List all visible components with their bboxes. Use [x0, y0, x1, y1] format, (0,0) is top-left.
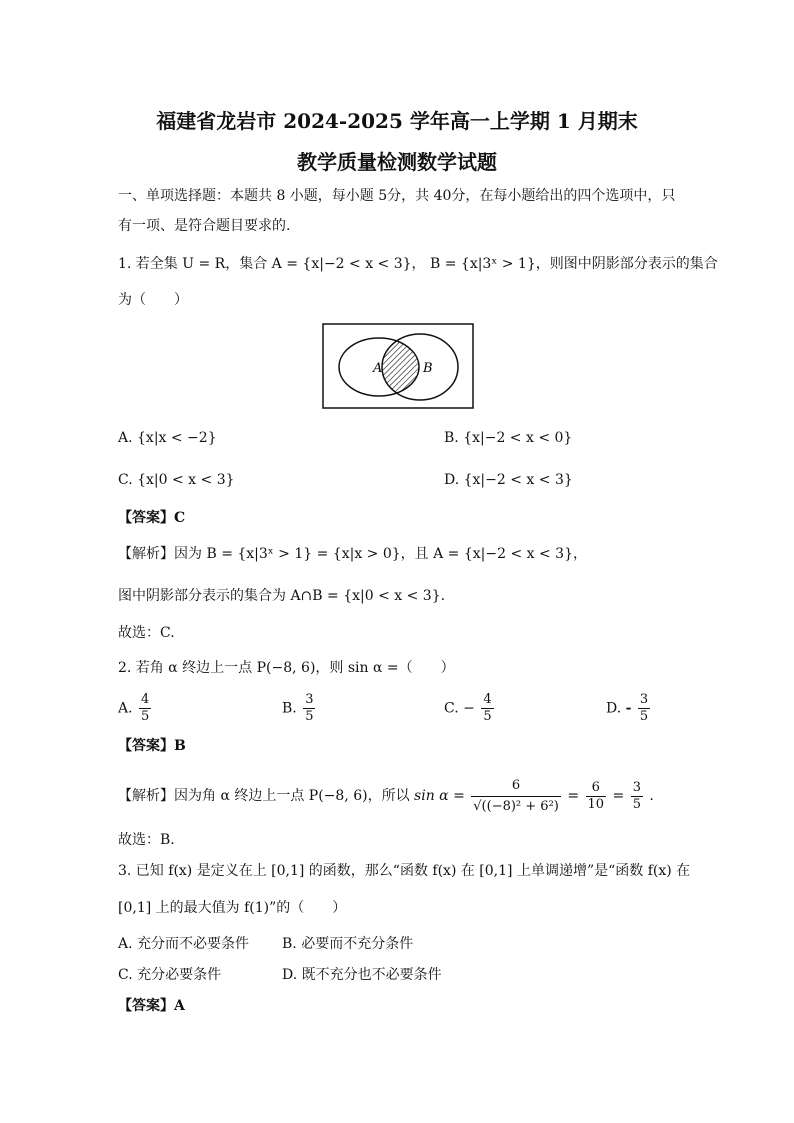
q2-option-d-fraction [638, 692, 650, 725]
q2-option-c-denominator: 5 [483, 709, 492, 724]
q1-option-d: D. {x|−2 < x < 3} [444, 472, 573, 488]
q2-option-b [282, 692, 317, 725]
q2-option-c-fraction [481, 692, 493, 725]
q1-option-c: C. {x|0 < x < 3} [118, 472, 235, 488]
q2-analysis-numerator-3: 3 [632, 779, 641, 795]
q2-option-c [444, 692, 496, 725]
q1-option-a: A. {x|x < −2} [118, 430, 217, 446]
q2-analysis-fraction-3 [631, 780, 643, 813]
document-title-line1: 福建省龙岩市 2024-2025 学年高一上学期 1 月期末 [156, 109, 638, 133]
q3-answer: 【答案】A [118, 998, 185, 1014]
q2-option-b-denominator: 5 [305, 709, 314, 724]
venn-label-a: A [373, 361, 383, 376]
document-title-line2: 教学质量检测数学试题 [297, 150, 497, 174]
q2-analysis-denominator-3: 5 [632, 796, 641, 812]
q2-analysis-equals-2: = [612, 788, 625, 804]
q1-stem-line2: 为（ ） [118, 292, 188, 308]
q2-option-a-fraction [139, 692, 151, 725]
q2-analysis-fraction-main [471, 776, 561, 817]
q2-analysis [118, 772, 654, 820]
q2-option-c-numerator: 4 [483, 692, 492, 707]
section-heading-line1: 一、单项选择题：本题共 8 小题，每小题 5分，共 40分，在每小题给出的四个选项中，只 [118, 188, 676, 204]
q1-analysis-line2: 图中阴影部分表示的集合为 A∩B = {x|0 < x < 3}. [118, 588, 446, 604]
q1-option-b: B. {x|−2 < x < 0} [444, 430, 573, 446]
q1-conclusion: 故选：C. [118, 625, 175, 641]
q2-analysis-equals-1: = [567, 788, 580, 804]
q2-option-a-denominator: 5 [141, 709, 150, 724]
q2-analysis-denominator: √((−8)² + 6²) [473, 798, 559, 814]
q2-option-d-sign: - [625, 700, 632, 717]
q2-analysis-sin: sin α = [414, 788, 465, 804]
q2-answer: 【答案】B [118, 738, 186, 754]
venn-diagram [322, 323, 474, 409]
q2-option-a-label: A. [118, 700, 133, 717]
q2-option-d-label: D. [606, 700, 622, 717]
q2-option-a-numerator: 4 [141, 692, 150, 707]
q2-analysis-numerator: 6 [471, 776, 561, 797]
q2-analysis-denominator-2: 10 [587, 796, 605, 812]
q2-option-b-label: B. [282, 700, 297, 717]
q2-analysis-fraction-2 [586, 780, 607, 813]
q2-analysis-numerator-2: 6 [586, 780, 607, 797]
q3-stem-line2: [0,1] 上的最大值为 f(1)”的（ ） [118, 900, 347, 916]
q2-option-b-numerator: 3 [305, 692, 314, 707]
q2-stem: 2. 若角 α 终边上一点 P(−8, 6)，则 sin α =（ ） [118, 660, 455, 676]
q1-analysis-line1: 【解析】因为 B = {x|3ˣ > 1} = {x|x > 0}，且 A = {x|−2 < x < 3}， [118, 546, 587, 562]
q2-option-c-sign: − [463, 700, 475, 717]
q2-option-a [118, 692, 153, 725]
q2-option-d [606, 692, 652, 725]
q2-option-c-label: C. [444, 700, 459, 717]
q3-stem-line1: 3. 已知 f(x) 是定义在上 [0,1] 的函数，那么“函数 f(x) 在 [0,1] 上单调递增”是“函数 f(x) 在 [118, 863, 691, 879]
section-heading-line2: 有一项、是符合题目要求的. [118, 218, 291, 234]
venn-label-b: B [423, 361, 433, 376]
q3-option-b: B. 必要而不充分条件 [282, 936, 414, 952]
q2-conclusion: 故选：B. [118, 832, 175, 848]
q1-stem-line1: 1. 若全集 U = R，集合 A = {x|−2 < x < 3}， B = {x|3ˣ > 1}，则图中阴影部分表示的集合 [118, 256, 718, 272]
q3-option-d: D. 既不充分也不必要条件 [282, 967, 442, 983]
q2-option-d-numerator: 3 [639, 692, 649, 707]
q2-analysis-prefix: 【解析】因为角 α 终边上一点 P(−8, 6)，所以 [118, 788, 410, 804]
q2-analysis-period: . [649, 788, 654, 804]
q3-option-a: A. 充分而不必要条件 [118, 936, 250, 952]
q2-option-d-denominator: 5 [639, 709, 649, 724]
q1-answer: 【答案】C [118, 510, 186, 526]
q3-option-c: C. 充分必要条件 [118, 967, 222, 983]
q2-option-b-fraction [303, 692, 315, 725]
